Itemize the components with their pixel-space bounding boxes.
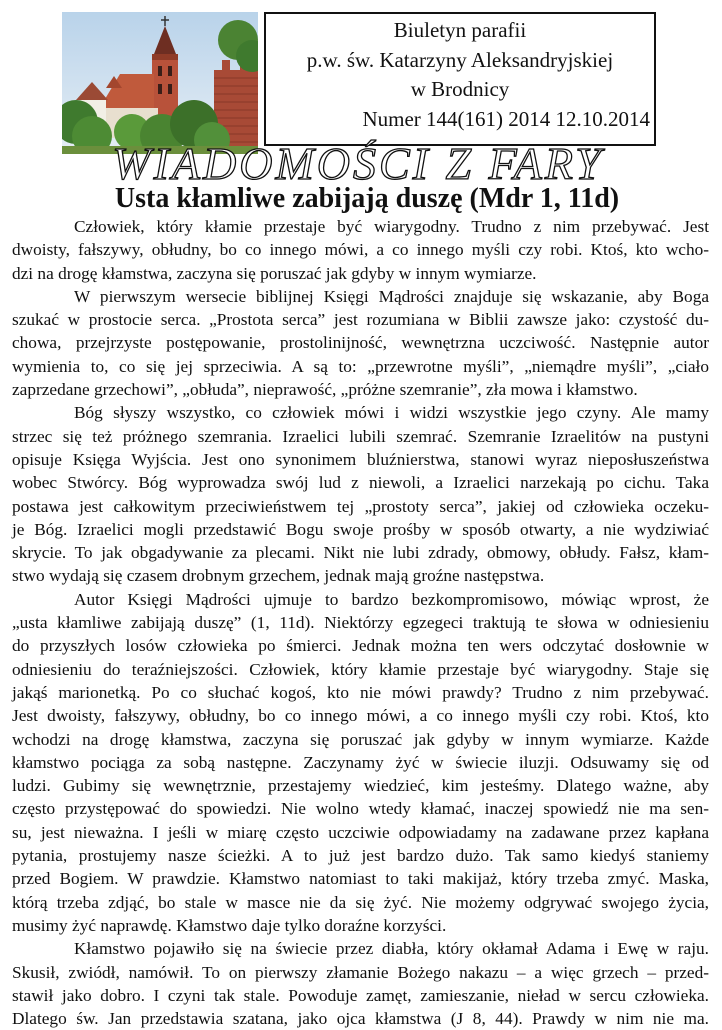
church-tower-photo	[62, 12, 258, 154]
article-line: skrycie. To jak obgadywanie za plecami. Nikt nie lubi zdrady, obmowy, obłudy. Fałsz, kłam-	[12, 543, 709, 563]
article-line: Kłamstwo pojawiło się na świecie przez diabła, który okłamał Adama i Ewę w raju.	[74, 939, 709, 959]
article-line: Jest dwoisty, fałszywy, obłudny, bo co innego mówi, a co innego myśli czy robi. Ktoś, kto	[12, 706, 709, 726]
article-line: musimy żyć naprawdę. Kłamstwo daje tylko doraźne korzyści.	[12, 915, 447, 935]
article-line: ludzi. Gubimy się wewnętrznie, przestajemy wiedzieć, kim jesteśmy. Dlatego ważne, aby	[12, 776, 709, 796]
article-line: stwo wydają się czasem drobnym grzechem, jednak mają groźne następstwa.	[12, 566, 545, 586]
article-line: opisuje Księga Wyjścia. Jest ono synonimem bluźnierstwa, stanowi wyraz nieposłuszeństwa	[12, 449, 709, 469]
article-line: su, jest nieważna. I jeśli w miarę często uczciwie odpowiadamy na zadawane przez kapłana	[12, 822, 709, 842]
article-line: jakąś marionetką. Po co słuchać kogoś, kto nie mówi prawdy? Trudno z nim przebywać.	[12, 682, 709, 702]
bulletin-info-box	[264, 12, 656, 146]
article-line: dzi na drogę kłamstwa, zaczyna się poruszać jak gdyby w innym wymiarze.	[12, 263, 537, 283]
article-line: odniesieniu do teraźniejszości. Człowiek, który kłamie przestaje być wiarygodny. Staje się	[12, 659, 709, 679]
article-line: Człowiek, który kłamie przestaje być wiarygodny. Trudno z nim przebywać. Jest	[74, 217, 709, 236]
article-line: Autor Księgi Mądrości ujmuje to bardzo bezkompromisowo, mówiąc wprost, że	[74, 589, 709, 609]
article-line: „usta kłamliwe zabijają duszę” (1, 11d). Niektórzy egzegeci traktują te słowa w odniesieniu	[12, 613, 709, 633]
article-line: strzec się też próżnego szemrania. Izraelici lubili szemrać. Szemranie Izraelitów na pustyni	[12, 426, 709, 446]
article-line: dwoisty, fałszywy, obłudny, bo co innego mówi, a co innego myśli czy robi. Ktoś, kto wcho-	[12, 240, 709, 260]
article-line: często przystępować do spowiedzi. Nie wolno wtedy kłamać, inaczej spowiedź nie ma sen-	[12, 799, 709, 819]
article-line: przed Bogiem. W prawdzie. Kłamstwo natomiast to taki makijaż, który trzeba zmyć. Maska,	[12, 869, 709, 889]
parish-town: w Brodnicy	[410, 77, 510, 101]
article-line: Dlatego św. Jan przedstawia szatana, jako ojca kłamstwa (J 8, 44). Prawdy w nim nie ma.	[12, 1009, 709, 1029]
article-headline: Usta kłamliwe zabijają duszę (Mdr 1, 11d)	[114, 183, 620, 214]
article-line: postawa jest całkowitym przeciwieństwem tej „prostoty serca”, jakiej od człowieka oczeku-	[12, 496, 709, 516]
article-line: chowa, przejrzyste postępowanie, prostolinijność, wewnętrzna uczciwość. Następnie autor	[12, 333, 709, 353]
bulletin-name: Biuletyn parafii	[393, 18, 527, 42]
article-line: którą trzeba zdjąć, bo stale w masce nie da się żyć. Nie możemy odgrywać swojego życia,	[12, 892, 709, 912]
article-line: pytania, prostujemy nasze ścieżki. A to już jest bardzo dużo. Tak samo kiedyś staniemy	[12, 846, 709, 866]
article-line: szukać w prostocie serca. „Prostota serca” jest rozumiana w Biblii zawsze jako: czystość du-	[12, 310, 709, 330]
article-line: stawił jako dobro. I czyni tak stale. Powoduje zamęt, zamieszanie, nieład w sercu człowieka.	[12, 985, 709, 1005]
issue-number-date: Numer 144(161) 2014 12.10.2014	[362, 106, 650, 131]
article-line: wobec Stwórcy. Bóg wyprowadza swój lud z niewoli, a Izraelici narzekają po cichu. Taka	[12, 473, 709, 493]
article-line: zaprzedane grzechowi”, „obłuda”, nieprawość, „próżne szemranie”, zła mowa i kłamstwo.	[12, 380, 638, 400]
article-line: W pierwszym wersecie biblijnej Księgi Mądrości znajduje się wskazanie, aby Boga	[74, 286, 709, 306]
article-line: wchodzi na drogę kłamstwa, zaczyna się poruszać jak gdyby w innym wymiarze. Każde	[12, 729, 709, 749]
article-line: Bóg słyszy wszystko, co człowiek mówi i widzi wszystkie jego czyny. Ale mamy	[74, 403, 709, 423]
masthead-title: WIADOMOŚCI Z FARY	[112, 138, 604, 189]
article-line: je Bóg. Izraelici mogli przedstawić Bogu swoje prośby w sposób otwarty, a nie wydziwiać	[12, 519, 709, 539]
article-line: Skusił, zwiódł, namówił. To on pierwszy złamanie Bożego nakazu – a więc grzech – przed-	[12, 962, 709, 982]
article-line: do przyszłych losów człowieka po śmierci. Jednak można ten wers odczytać dosłownie w	[12, 636, 709, 656]
article-body	[12, 215, 709, 1030]
parish-name: p.w. św. Katarzyny Aleksandryjskiej	[306, 47, 614, 72]
article-line: kłamstwo pociąga za sobą następne. Zaczynamy żyć w świecie iluzji. Odsuwamy się od	[12, 752, 709, 772]
article-line: wymienia to, co się jej sprzeciwia. A są to: „przewrotne myśli”, „niemądre myśli”, „ciało	[12, 356, 709, 376]
